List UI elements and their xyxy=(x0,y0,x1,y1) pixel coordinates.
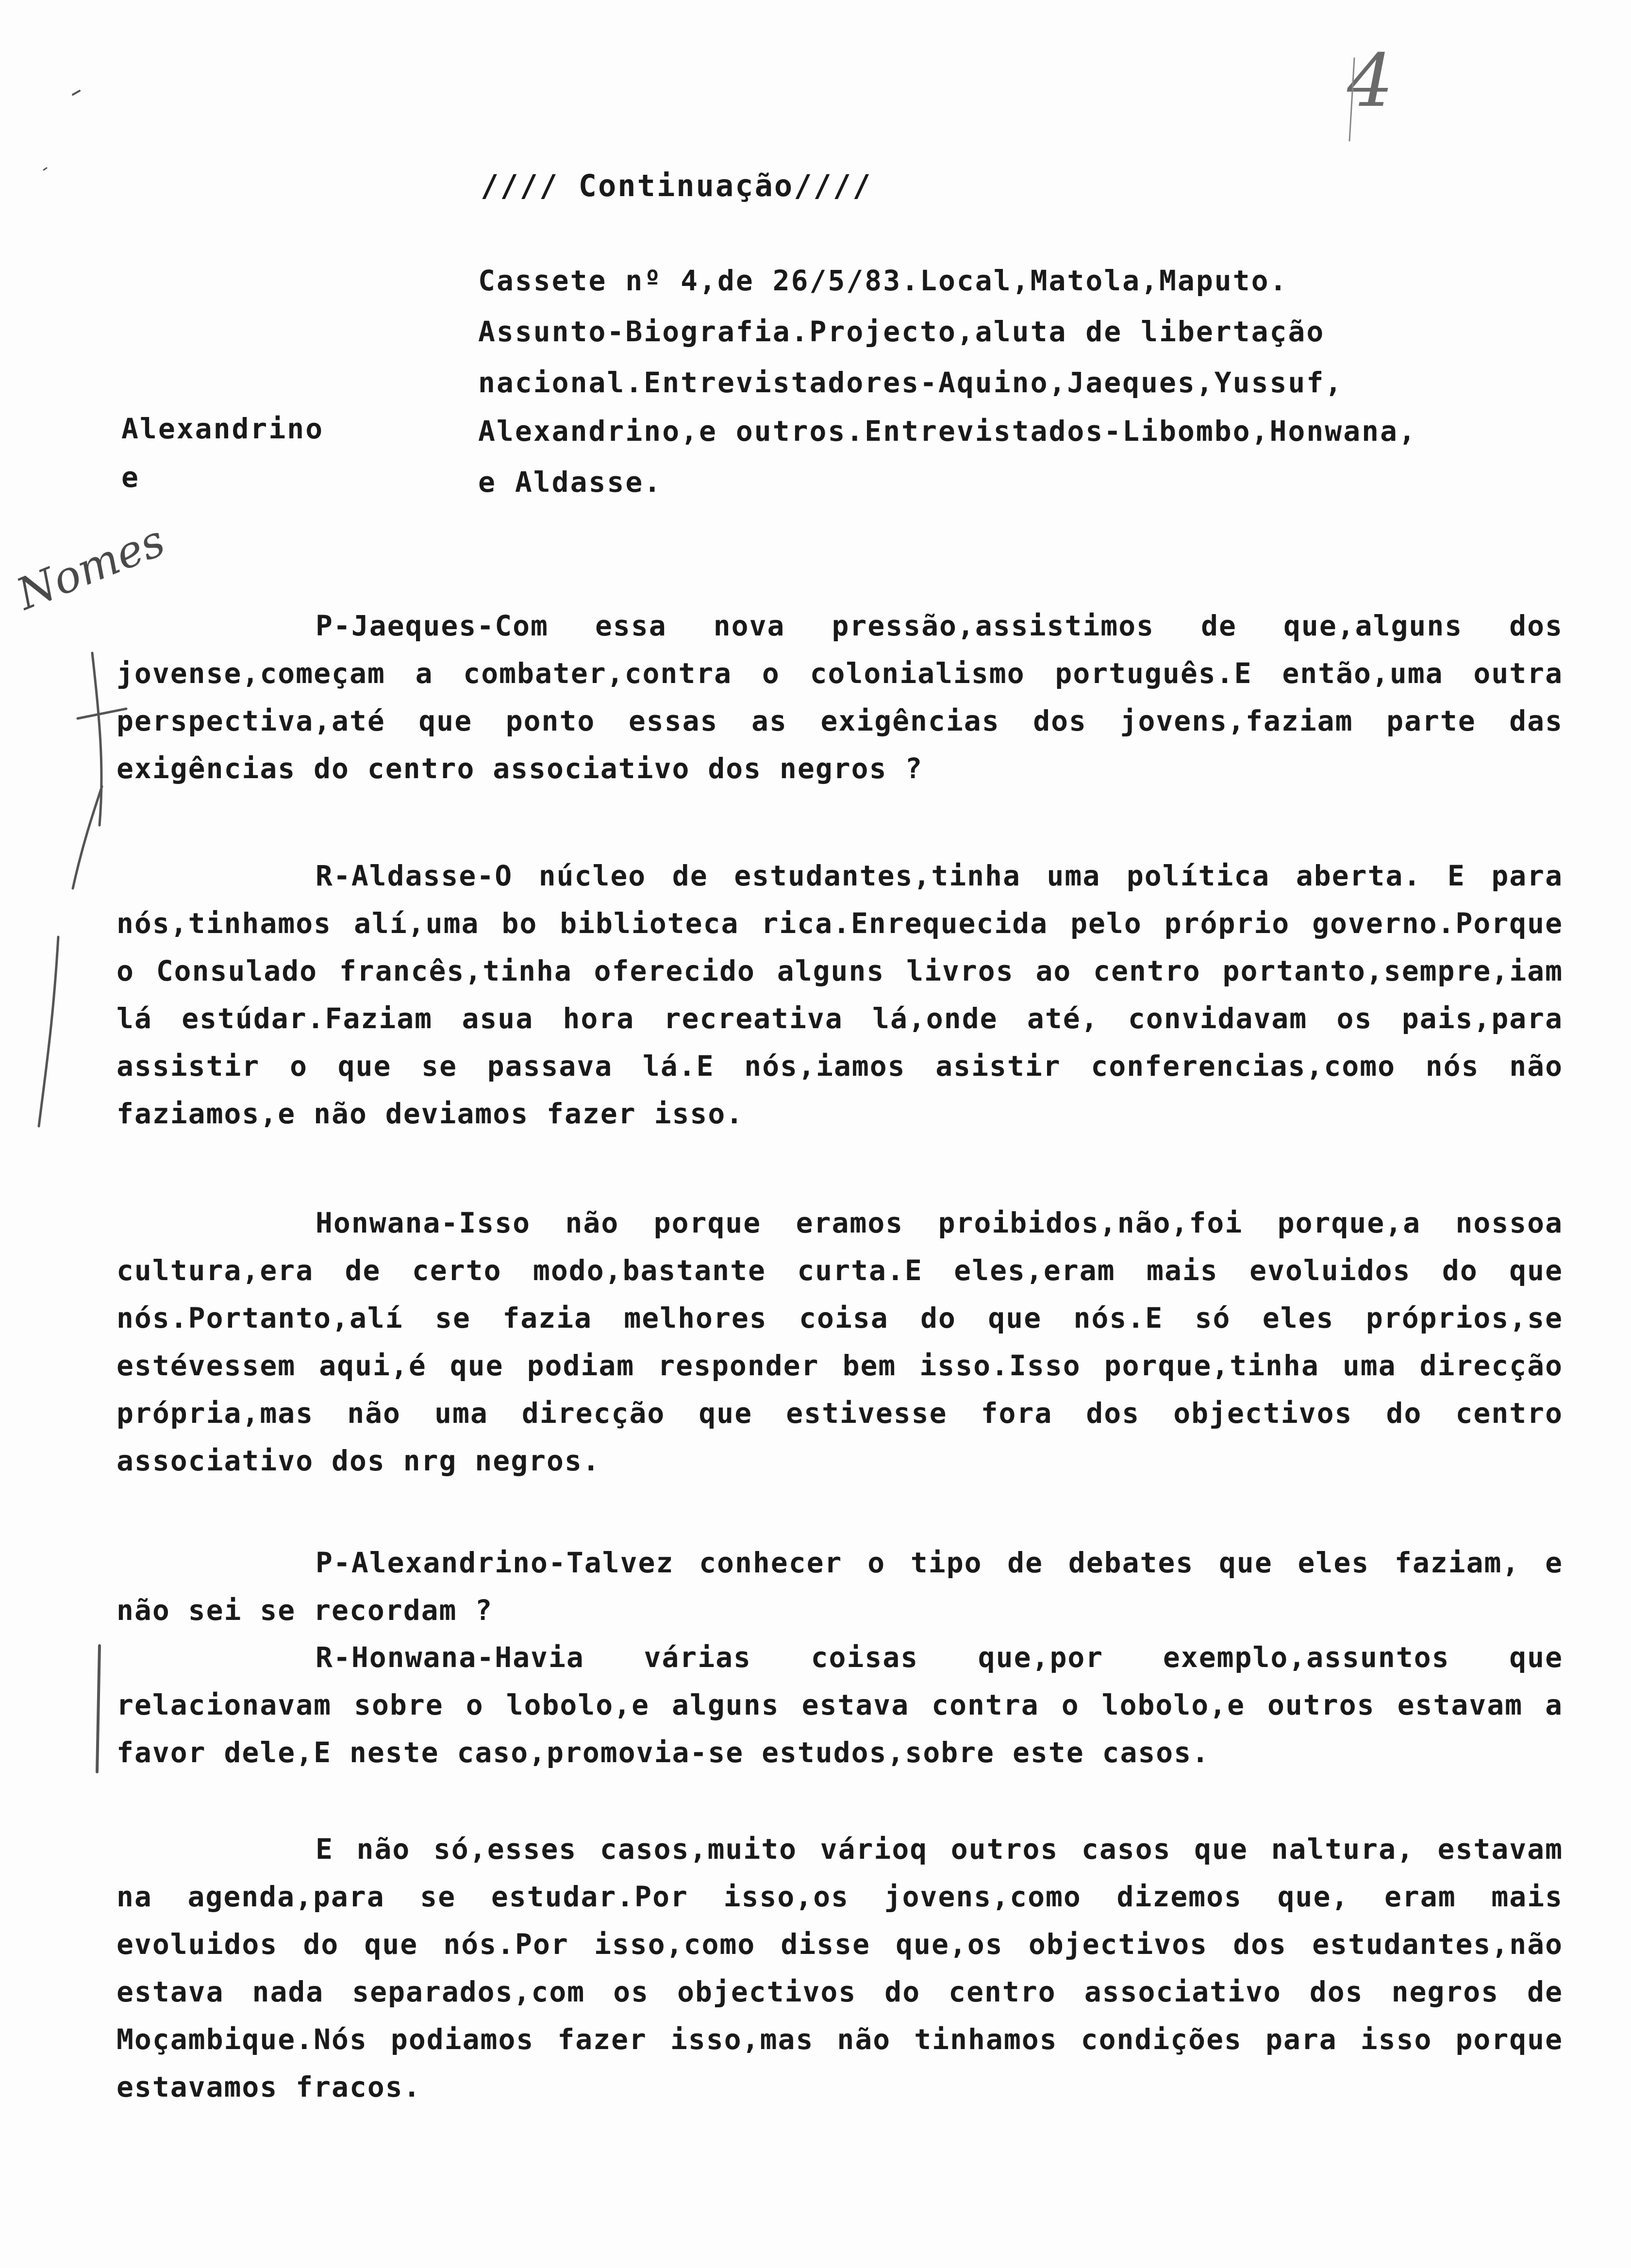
side-label-e: e xyxy=(121,461,140,494)
margin-note: Nomes xyxy=(10,515,172,620)
header-line: e Aldasse. xyxy=(478,466,663,499)
page-number: 4 xyxy=(1347,39,1394,123)
header-line: Cassete nº 4,de 26/5/83.Local,Matola,Maputo. xyxy=(478,264,1288,297)
page-heading: //// Continuação//// xyxy=(481,168,872,203)
header-line: nacional.Entrevistadores-Aquino,Jaeques,Yussuf, xyxy=(478,366,1344,399)
header-line: Assunto-Biografia.Projecto,aluta de libertação xyxy=(478,315,1325,348)
header-line: Alexandrino,e outros.Entrevistados-Libombo,Honwana, xyxy=(478,415,1417,448)
paragraph-question-alexandrino: P-Alexandrino-Talvez conhecer o tipo de debates que eles faziam, e não sei se recordam ? xyxy=(116,1546,1563,1627)
paragraph-honwana: Honwana-Isso não porque eramos proibidos,não,foi porque,a nossoa cultura,era de certo modo,bastante curta.E eles,eram mais evoluidos do que nós.Portanto,alí se fazia melhores coisa do que nós.E só eles próprios,se estévessem aqui,é que podiam responder bem isso.Isso porque,tinha uma direcção própria,mas não uma direcção que estivesse fora dos objectivos do centro associativo dos nrg negros. xyxy=(116,1206,1563,1477)
paragraph-closing: E não só,esses casos,muito várioq outros casos que naltura, estavam na agenda,para se estudar.Por isso,os jovens,como dizemos que, eram mais evoluidos do que nós.Por isso,como disse que,os objectivos dos estudantes,não estava nada separados,com os objectivos do centro associativo dos negros de Moçambique.Nós podiamos fazer isso,mas não tinhamos condições para isso porque estavamos fracos. xyxy=(116,1833,1563,2103)
paragraph-question-jaeques: P-Jaeques-Com essa nova pressão,assistimos de que,alguns dos jovense,começam a combater,contra o colonialismo português.E então,uma outra perspectiva,até que ponto essas as exigências dos jovens,faziam parte das exigências do centro associativo dos negros ? xyxy=(116,609,1563,785)
side-label-name: Alexandrino xyxy=(121,412,324,445)
paragraph-answer-honwana: R-Honwana-Havia várias coisas que,por exemplo,assuntos que relacionavam sobre o lobolo,e alguns estava contra o lobolo,e outros estavam a favor dele,E neste caso,promovia-se estudos,sobre este casos. xyxy=(116,1641,1563,1769)
paragraph-answer-aldasse: R-Aldasse-O núcleo de estudantes,tinha uma política aberta. E para nós,tinhamos alí,uma bo biblioteca rica.Enrequecida pelo próprio governo.Porque o Consulado francês,tinha oferecido alguns livros ao centro portanto,sempre,iam lá estúdar.Faziam asua hora recreativa lá,onde até, convidavam os pais,para assistir o que se passava lá.E nós,iamos asistir conferencias,como nós não faziamos,e não deviamos fazer isso. xyxy=(116,859,1563,1130)
